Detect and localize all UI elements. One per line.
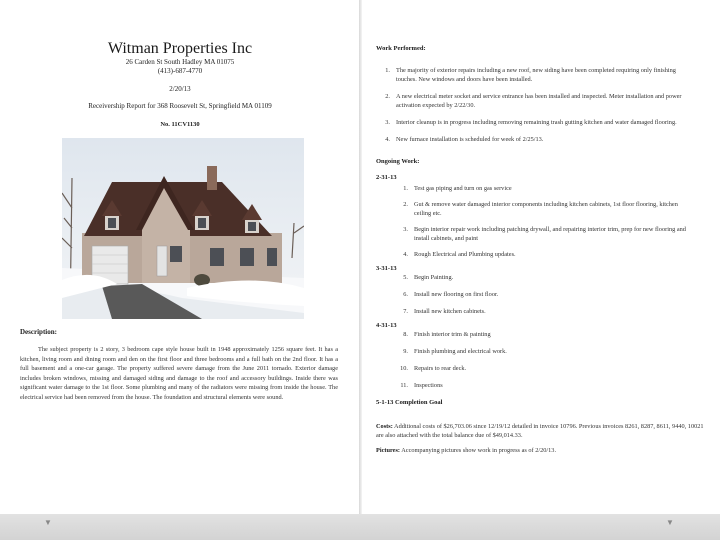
bullet-icon: ▼: [666, 518, 674, 527]
pictures-text: Accompanying pictures show work in progress as of 2/20/13.: [401, 447, 557, 454]
pictures-label: Pictures:: [376, 447, 401, 454]
list-item: 1. Test gas piping and turn on gas service: [403, 185, 512, 192]
schedule-date: 4-31-13: [376, 322, 397, 329]
company-phone: (413)-687-4770: [157, 67, 203, 75]
list-item: 3. Begin interior repair work including patching drywall, and repairing interior trim, prep for new flooring and install cabinets, and paint: [403, 226, 686, 242]
company-address: 26 Carden St South Hadley MA 01075: [125, 58, 235, 66]
list-item: 8. Finish interior trim & painting: [403, 331, 491, 338]
description-heading: Description:: [20, 328, 57, 336]
report-page-1: [0, 0, 360, 514]
house-illustration: [62, 138, 304, 319]
list-item: 4. Rough Electrical and Plumbing updates.: [403, 251, 516, 258]
ongoing-work-heading: Ongoing Work:: [376, 158, 420, 165]
report-date: 2/20/13: [169, 85, 191, 93]
completion-goal: 5-1-13 Completion Goal: [376, 399, 443, 406]
schedule-date: 2-31-13: [376, 174, 397, 181]
list-item: 4. New furnace installation is scheduled for week of 2/25/13.: [385, 136, 544, 143]
report-subject: Receivership Report for 368 Roosevelt St, Springfield MA 01109: [88, 102, 272, 110]
costs-label: Costs:: [376, 423, 393, 430]
description-text: The subject property is 2 story, 3 bedroom cape style house built in 1948 approximately 1256 square feet. It has a kitchen, living room and dining room and den on the first floor and three bedrooms and a full bath on the 2nd floor. It has a full basement and a one-car garage. The property suffered severe damage from the June 2011 tornado. Exterior damage includes broken windows, missing and damaged siding and damage to the roof and accessory buildings. Inside there was significant water damage to the 1st floor. Some plumbing and many of the radiators were missing from inside the house. The electrical service had been removed from the house. The foundation and structural elements were sound.: [20, 346, 338, 401]
list-item: 6. Install new flooring on first floor.: [403, 291, 499, 298]
list-item: 7. Install new kitchen cabinets.: [403, 308, 486, 315]
list-item: 10. Repairs to rear deck.: [400, 365, 467, 372]
house-photo: [62, 138, 304, 319]
pictures-paragraph: [376, 446, 704, 455]
slide-footer-bar: [0, 514, 720, 540]
costs-text: Additional costs of $26,703.06 since 12/19/12 detailed in invoice 10796. Previous invoices 8261, 8287, 8611, 9440, 10021 are also attached with the total balance due of $49,014.33.: [376, 423, 704, 439]
costs-paragraph: [376, 422, 704, 440]
list-item: 2. A new electrical meter socket and service entrance has been installed and inspected. Meter installation and power activation expected by 2/22/30.: [385, 93, 682, 109]
list-item: 5. Begin Painting.: [403, 274, 454, 281]
bullet-icon: ▼: [44, 518, 52, 527]
list-item: 2. Gut & remove water damaged interior components including kitchen cabinets, 1st floor flooring, kitchen ceiling etc.: [403, 201, 678, 217]
list-item: 11. Inspections: [400, 382, 443, 389]
work-performed-heading: Work Performed:: [376, 45, 426, 52]
company-name: Witman Properties Inc: [107, 40, 253, 57]
work-performed-list: [376, 66, 696, 152]
schedule-date: 3-31-13: [376, 265, 397, 272]
case-number: No. 11CV1130: [160, 121, 200, 128]
list-item: 9. Finish plumbing and electrical work.: [403, 348, 507, 355]
list-item: 1. The majority of exterior repairs including a new roof, new siding have been completed requiring only finishing touches. New windows and doors have been installed.: [385, 67, 676, 83]
list-item: 3. Interior cleanup is in progress including removing remaining trash gutting kitchen and water damaged flooring.: [385, 119, 677, 126]
